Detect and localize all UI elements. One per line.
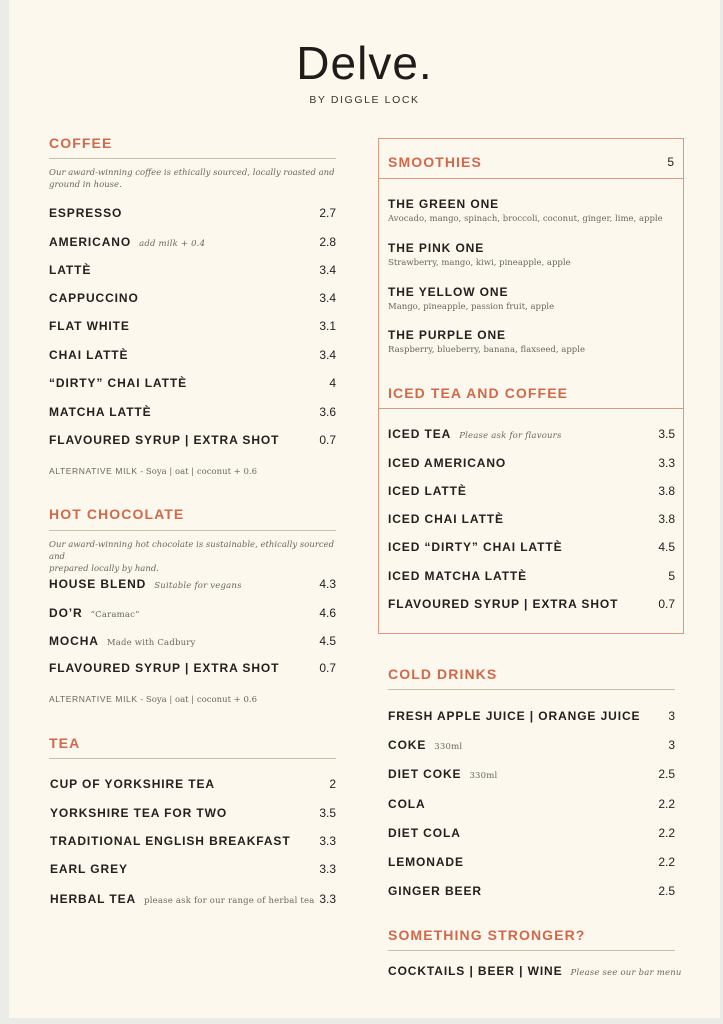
menu-item-name: [49, 661, 279, 675]
cold-drinks-rule: [388, 689, 675, 690]
menu-item-price: 3.1: [319, 319, 336, 333]
menu-item-note: Please see our bar menu: [570, 968, 682, 978]
menu-item-price: 3: [668, 709, 675, 723]
menu-item-name: [388, 512, 504, 526]
tea-rule: [49, 758, 336, 759]
menu-item-name: [50, 892, 315, 906]
menu-item: [49, 263, 336, 279]
menu-item-label: DIET COKE: [388, 767, 462, 781]
menu-item-price: 3: [668, 738, 675, 752]
alt-milk-label: ALTERNATIVE MILK: [49, 694, 138, 704]
menu-item-label: FRESH APPLE JUICE | ORANGE JUICE: [388, 709, 641, 723]
smoothie-name: THE YELLOW ONE: [388, 285, 509, 299]
menu-item-price: 2.7: [319, 206, 336, 220]
menu-item-label: ICED CHAI LATTÈ: [388, 512, 504, 526]
menu-item: [388, 512, 675, 528]
menu-item-label: LATTÈ: [49, 263, 92, 277]
menu-item-price: 0.7: [658, 597, 675, 611]
menu-item-note: 330ml: [469, 771, 498, 781]
menu-item: [388, 569, 675, 585]
menu-item-note: Please ask for flavours: [459, 431, 562, 441]
menu-item-name: [388, 456, 506, 470]
menu-item-price: 3.3: [658, 456, 675, 470]
smoothie-ingredients: Avocado, mango, spinach, broccoli, coconut, ginger, lime, apple: [388, 214, 663, 224]
menu-item: [388, 484, 675, 500]
menu-item-price: 3.5: [658, 427, 675, 441]
menu-item: [49, 606, 336, 622]
menu-item-price: 3.3: [319, 834, 336, 848]
smoothie-name: THE GREEN ONE: [388, 197, 500, 211]
menu-item: [388, 884, 675, 900]
iced-heading: ICED TEA AND COFFEE: [388, 385, 569, 401]
menu-item-name: [49, 263, 91, 277]
menu-item-label: CUP OF YORKSHIRE TEA: [50, 777, 215, 791]
menu-item-label: DIET COLA: [388, 826, 461, 840]
menu-item: [49, 405, 336, 421]
hot-chocolate-description: [49, 539, 339, 575]
menu-item-price: 4.5: [319, 634, 336, 648]
menu-item: [388, 540, 675, 556]
iced-rule: [378, 408, 684, 409]
smoothie-name: THE PINK ONE: [388, 241, 485, 255]
menu-item: [388, 767, 675, 783]
menu-item-name: [49, 577, 242, 591]
menu-item-name: [388, 884, 482, 898]
menu-item-label: ICED LATTÈ: [388, 484, 467, 498]
menu-item-name: [49, 348, 128, 362]
menu-item: [50, 777, 336, 793]
menu-item-name: [388, 797, 426, 811]
menu-item-name: [49, 376, 187, 390]
stronger-rule: [388, 950, 675, 951]
menu-item-label: MATCHA LATTÈ: [49, 405, 152, 419]
smoothie-name: THE PURPLE ONE: [388, 328, 506, 342]
menu-item-name: [388, 709, 640, 723]
menu-item-label: ICED MATCHA LATTÈ: [388, 569, 528, 583]
menu-item-label: ICED TEA: [388, 427, 452, 441]
menu-item-name: [50, 862, 128, 876]
menu-item-note: please ask for our range of herbal tea: [144, 896, 315, 906]
menu-item-label: FLAVOURED SYRUP | EXTRA SHOT: [49, 433, 280, 447]
menu-item-price: 2.2: [658, 797, 675, 811]
menu-item: [49, 634, 336, 650]
menu-item-name: [49, 606, 140, 620]
menu-item-label: HOUSE BLEND: [49, 577, 147, 591]
alt-milk-label: ALTERNATIVE MILK: [49, 466, 138, 476]
menu-item-label: FLAVOURED SYRUP | EXTRA SHOT: [388, 597, 619, 611]
menu-item-price: 0.7: [319, 661, 336, 675]
menu-item: [388, 738, 675, 754]
menu-item-name: [388, 855, 464, 869]
smoothie-ingredients: Mango, pineapple, passion fruit, apple: [388, 302, 555, 312]
menu-item-name: [388, 484, 467, 498]
cold-drinks-heading: COLD DRINKS: [388, 666, 498, 682]
menu-item-label: CHAI LATTÈ: [49, 348, 129, 362]
menu-item-note: add milk + 0.4: [139, 239, 206, 249]
brand-logo: Delve.: [296, 37, 433, 89]
coffee-alternative-milk: [49, 466, 257, 477]
menu-item-label: DO’R: [49, 606, 83, 620]
menu-item: [50, 892, 336, 908]
menu-item-name: [49, 634, 196, 648]
coffee-rule: [49, 158, 336, 159]
menu-item-label: TRADITIONAL ENGLISH BREAKFAST: [50, 834, 291, 848]
menu-item-name: [50, 806, 227, 820]
menu-item-name: [388, 738, 462, 752]
menu-item: [49, 433, 336, 449]
menu-item-price: 2.2: [658, 826, 675, 840]
menu-item-name: [388, 767, 497, 781]
menu-item-label: ICED “DIRTY” CHAI LATTÈ: [388, 540, 563, 554]
smoothies-rule: [378, 178, 684, 179]
smoothie-ingredients: Raspberry, blueberry, banana, flaxseed, apple: [388, 345, 585, 355]
menu-item-name: [388, 540, 562, 554]
menu-item-price: 4.5: [658, 540, 675, 554]
menu-item-name: [388, 826, 461, 840]
menu-item-name: [388, 597, 618, 611]
coffee-description: [49, 167, 339, 191]
menu-item-price: 4.6: [319, 606, 336, 620]
menu-item-name: [49, 433, 279, 447]
menu-item-price: 4.3: [319, 577, 336, 591]
menu-item-name: [49, 319, 130, 333]
menu-item-label: ICED AMERICANO: [388, 456, 507, 470]
menu-item: [49, 661, 336, 677]
hot-chocolate-alternative-milk: [49, 694, 257, 705]
menu-item: [50, 834, 336, 850]
smoothie-ingredients: Strawberry, mango, kiwi, pineapple, apple: [388, 258, 571, 268]
menu-item-price: 3.6: [319, 405, 336, 419]
menu-item: [49, 235, 336, 251]
menu-item-price: 4: [329, 376, 336, 390]
menu-item-label: FLAVOURED SYRUP | EXTRA SHOT: [49, 661, 280, 675]
menu-item-label: FLAT WHITE: [49, 319, 130, 333]
menu-item-name: [50, 834, 291, 848]
menu-item-price: 2.5: [658, 767, 675, 781]
menu-item-name: [388, 427, 562, 441]
stronger-heading: SOMETHING STRONGER?: [388, 927, 586, 943]
menu-item-name: [388, 569, 527, 583]
menu-item: [388, 855, 675, 871]
menu-item-price: 3.3: [319, 892, 336, 906]
menu-item-label: GINGER BEER: [388, 884, 482, 898]
menu-item: [388, 826, 675, 842]
menu-item-label: ESPRESSO: [49, 206, 123, 220]
menu-item-name: [49, 291, 139, 305]
brand-tagline: BY DIGGLE LOCK: [309, 94, 420, 106]
menu-item-name: [49, 235, 205, 249]
alt-milk-options: - Soya | oat | coconut + 0.6: [137, 467, 258, 477]
menu-item-price: 3.4: [319, 291, 336, 305]
coffee-description-line: Our award-winning coffee is ethically sourced, locally roasted and: [49, 168, 335, 178]
menu-item-note: Suitable for vegans: [154, 581, 242, 591]
menu-item-price: 3.3: [319, 862, 336, 876]
menu-item: [388, 964, 682, 980]
menu-item-price: 2: [329, 777, 336, 791]
menu-item-label: COKE: [388, 738, 427, 752]
menu-item-price: 2.8: [319, 235, 336, 249]
menu-item-label: COCKTAILS | BEER | WINE: [388, 964, 563, 978]
hot-chocolate-rule: [49, 530, 336, 531]
menu-item-price: 3.4: [319, 348, 336, 362]
menu-item-price: 3.8: [658, 484, 675, 498]
menu-item-label: COLA: [388, 797, 426, 811]
menu-item-name: [49, 405, 152, 419]
menu-item-name: [49, 206, 122, 220]
menu-item: [50, 862, 336, 878]
menu-item-price: 5: [668, 569, 675, 583]
menu-item-label: MOCHA: [49, 634, 99, 648]
hot-chocolate-heading: HOT CHOCOLATE: [49, 506, 185, 522]
menu-item-label: YORKSHIRE TEA FOR TWO: [50, 806, 228, 820]
menu-item: [388, 709, 675, 725]
hot-chocolate-description-line: prepared locally by hand.: [49, 564, 159, 574]
menu-item: [388, 456, 675, 472]
menu-item-name: [388, 964, 682, 978]
menu-item-price: 3.8: [658, 512, 675, 526]
menu-item-price: 3.4: [319, 263, 336, 277]
smoothies-heading: SMOOTHIES: [388, 154, 482, 170]
menu-item-price: 2.2: [658, 855, 675, 869]
menu-page: [9, 0, 720, 1018]
menu-item: [49, 319, 336, 335]
menu-item-label: AMERICANO: [49, 235, 132, 249]
coffee-heading: COFFEE: [49, 135, 113, 151]
tea-heading: TEA: [49, 735, 81, 751]
menu-item-label: EARL GREY: [50, 862, 128, 876]
menu-item-note: “Caramac”: [90, 610, 140, 620]
menu-item: [49, 206, 336, 222]
menu-item-note: 330ml: [434, 742, 463, 752]
hot-chocolate-description-line: Our award-winning hot chocolate is sustainable, ethically sourced and: [49, 540, 335, 562]
menu-item-name: [50, 777, 215, 791]
coffee-description-line: ground in house.: [49, 180, 122, 190]
menu-item-label: HERBAL TEA: [50, 892, 137, 906]
menu-item: [49, 376, 336, 392]
menu-item-label: “DIRTY” CHAI LATTÈ: [49, 376, 187, 390]
alt-milk-options: - Soya | oat | coconut + 0.6: [137, 695, 258, 705]
menu-item: [49, 348, 336, 364]
menu-item: [49, 291, 336, 307]
menu-item: [50, 806, 336, 822]
menu-item: [388, 427, 675, 443]
smoothies-price: 5: [667, 155, 674, 169]
menu-item-note: Made with Cadbury: [106, 638, 196, 648]
menu-item-label: LEMONADE: [388, 855, 464, 869]
menu-item-price: 3.5: [319, 806, 336, 820]
menu-item-price: 0.7: [319, 433, 336, 447]
menu-item-label: CAPPUCCINO: [49, 291, 139, 305]
menu-item: [388, 797, 675, 813]
menu-item: [388, 597, 675, 613]
menu-item: [49, 577, 336, 593]
menu-item-price: 2.5: [658, 884, 675, 898]
